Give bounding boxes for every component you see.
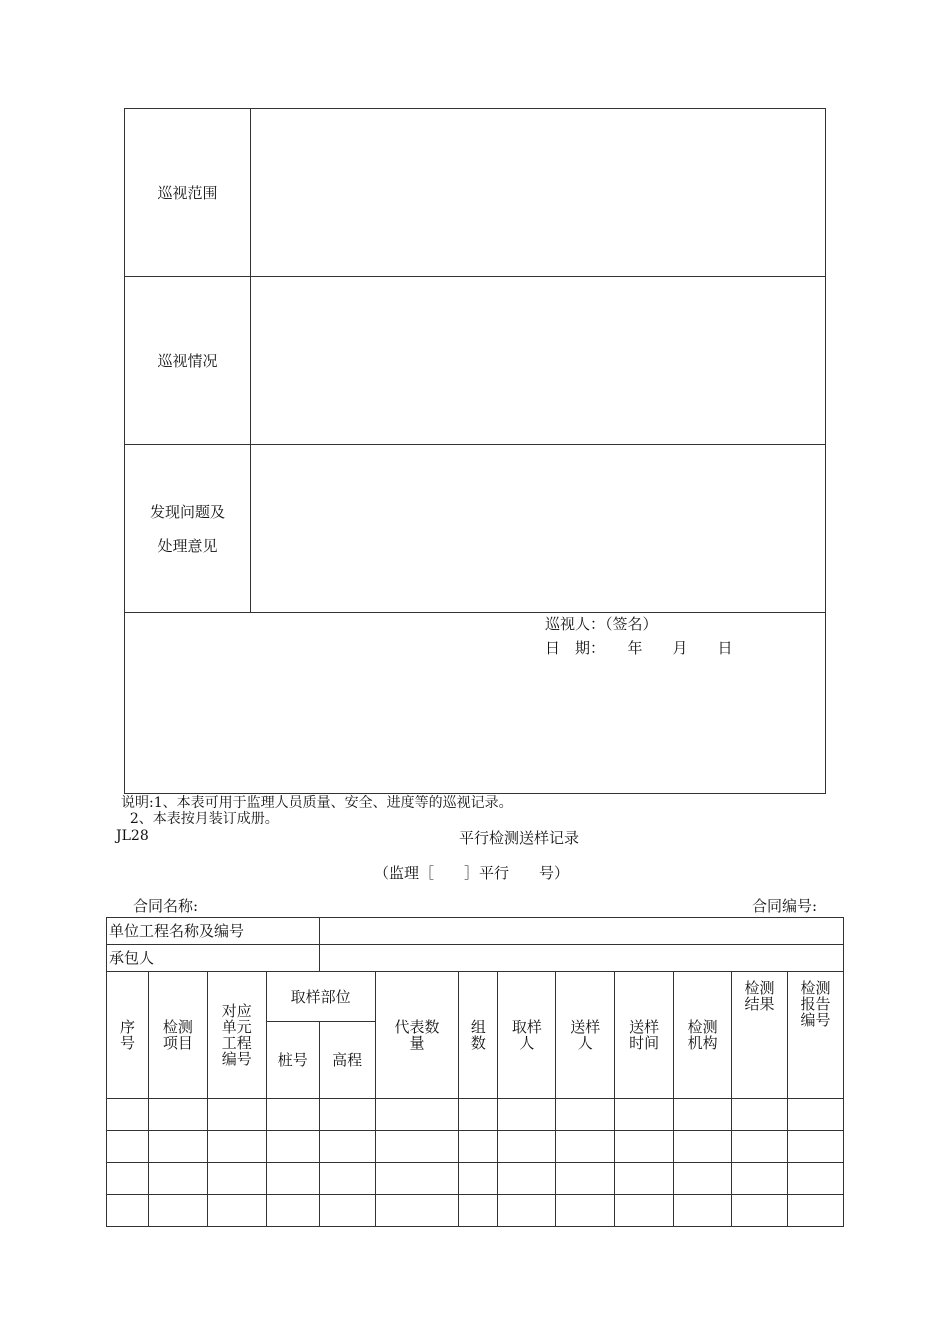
- contractor-field[interactable]: [319, 945, 843, 972]
- sampling-record-table: [106, 917, 844, 1227]
- header-send-time: 送样 时间: [615, 972, 674, 1099]
- note-line-2: 2、本表按月装订成册。: [121, 811, 279, 827]
- form-subtitle: （监理［ ］平行 号）: [374, 864, 570, 882]
- unit-project-field[interactable]: [319, 918, 843, 945]
- signer-label: 巡视人：（签名）: [545, 615, 658, 633]
- patrol-scope-field[interactable]: [251, 109, 826, 277]
- header-result: 检测 结果: [732, 972, 788, 1099]
- header-unit: 对应 单元 工程 编号: [207, 972, 266, 1099]
- patrol-record-table: [124, 108, 826, 794]
- header-pile: 桩号: [266, 1022, 319, 1099]
- table-row: [107, 1163, 844, 1195]
- note-line-1: 说明:1、本表可用于监理人员质量、安全、进度等的巡视记录。: [121, 795, 513, 811]
- header-agency: 检测 机构: [674, 972, 732, 1099]
- patrol-status-field[interactable]: [251, 277, 826, 445]
- unit-project-label: 单位工程名称及编号: [107, 918, 320, 945]
- contract-no-label: 合同编号:: [752, 897, 818, 915]
- date-label: 日 期： 年 月 日: [545, 639, 733, 657]
- form-code: JL28: [116, 828, 149, 844]
- form-title: 平行检测送样记录: [459, 829, 580, 847]
- header-sampler: 取样 人: [498, 972, 556, 1099]
- header-location: 取样部位: [266, 972, 375, 1022]
- issues-opinion-field[interactable]: [251, 445, 826, 613]
- header-item: 检测 项目: [148, 972, 207, 1099]
- header-seq: 序 号: [107, 972, 149, 1099]
- table-row: [107, 1099, 844, 1131]
- header-sender: 送样 人: [556, 972, 615, 1099]
- patrol-status-label: 巡视情况: [125, 277, 251, 445]
- contract-name-label: 合同名称:: [133, 897, 199, 915]
- signature-area: [125, 613, 826, 794]
- header-groups: 组 数: [459, 972, 498, 1099]
- patrol-scope-label: 巡视范围: [125, 109, 251, 277]
- header-qty: 代表数 量: [375, 972, 459, 1099]
- issues-opinion-label: 发现问题及 处理意见: [125, 445, 251, 613]
- header-elevation: 高程: [319, 1022, 375, 1099]
- header-report: 检测 报告 编号: [787, 972, 843, 1099]
- table-row: [107, 1195, 844, 1227]
- table-row: [107, 1131, 844, 1163]
- contractor-label: 承包人: [107, 945, 320, 972]
